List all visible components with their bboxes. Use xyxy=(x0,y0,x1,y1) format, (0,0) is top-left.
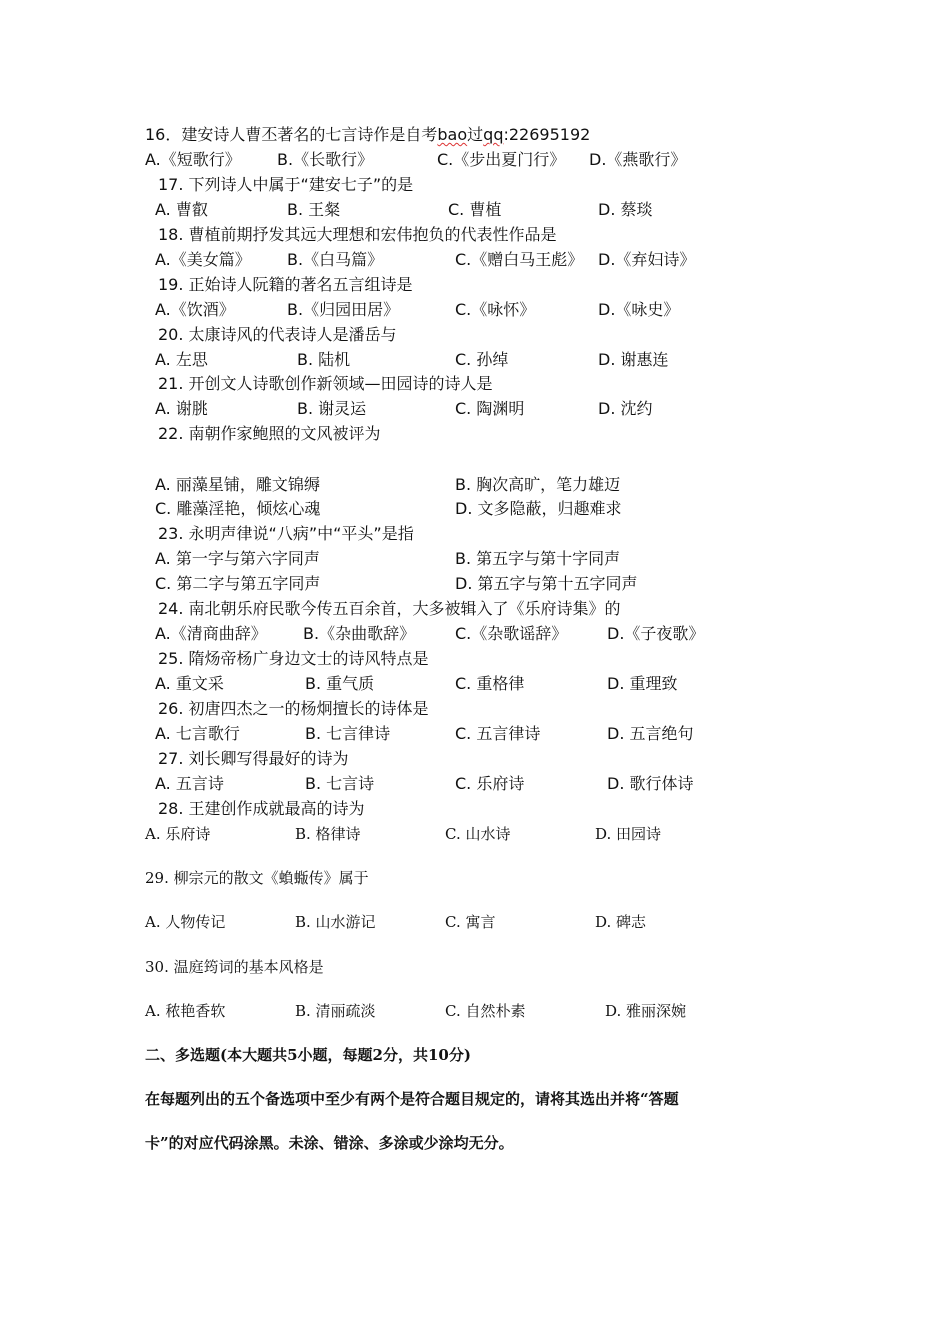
option-a: A. 秾艳香软 xyxy=(145,1002,226,1020)
question-19: 19. 正始诗人阮籍的著名五言组诗是 xyxy=(158,275,413,294)
option-c: C.《赠白马王彪》 xyxy=(455,250,584,269)
option-a: A. 第一字与第六字同声 xyxy=(155,549,320,568)
options-21 xyxy=(155,399,855,419)
options-29 xyxy=(145,912,845,932)
option-c: C.《咏怀》 xyxy=(455,300,536,319)
question-28: 28. 王建创作成就最高的诗为 xyxy=(158,799,365,818)
option-b: B. 王粲 xyxy=(287,200,341,219)
option-a: A. 丽藻星铺，雕文锦缛 xyxy=(155,475,320,494)
option-d: D. 沈约 xyxy=(598,399,653,418)
spell-flag: bao xyxy=(437,125,468,144)
option-c: C. 孙绰 xyxy=(455,350,509,369)
option-c: C. 山水诗 xyxy=(445,825,511,843)
option-a: A. 七言歌行 xyxy=(155,724,240,743)
option-b: B.《杂曲歌辞》 xyxy=(303,624,416,643)
option-a: A.《饮酒》 xyxy=(155,300,235,319)
option-d: D. 歌行体诗 xyxy=(607,774,694,793)
option-a: A. 左思 xyxy=(155,350,208,369)
question-26: 26. 初唐四杰之一的杨炯擅长的诗体是 xyxy=(158,699,429,718)
option-c: C. 乐府诗 xyxy=(455,774,525,793)
option-c: C. 陶渊明 xyxy=(455,399,525,418)
option-d: D. 文多隐蔽，归趣难求 xyxy=(455,499,622,518)
options-30 xyxy=(145,1001,845,1021)
option-d: D. 田园诗 xyxy=(595,825,662,843)
option-d: D. 重理致 xyxy=(607,674,678,693)
option-a: A. 乐府诗 xyxy=(145,825,211,843)
option-a: A. 谢朓 xyxy=(155,399,208,418)
question-29: 29. 柳宗元的散文《蝜蝂传》属于 xyxy=(145,869,369,887)
option-b: B. 谢灵运 xyxy=(297,399,367,418)
question-24: 24. 南北朝乐府民歌今传五百余首，大多被辑入了《乐府诗集》的 xyxy=(158,599,621,618)
option-c: C. 寓言 xyxy=(445,913,496,931)
option-b: B. 山水游记 xyxy=(295,913,376,931)
option-d: D.《燕歌行》 xyxy=(589,150,687,169)
option-b: B. 重气质 xyxy=(305,674,375,693)
options-22-row2 xyxy=(155,499,855,519)
options-16 xyxy=(145,150,845,170)
question-17: 17. 下列诗人中属于“建安七子”的是 xyxy=(158,175,414,194)
option-c: C. 自然朴素 xyxy=(445,1002,526,1020)
option-a: A. 人物传记 xyxy=(145,913,226,931)
options-23-row2 xyxy=(155,574,855,594)
option-b: B. 胸次高旷，笔力雄迈 xyxy=(455,475,621,494)
option-b: B. 陆机 xyxy=(297,350,351,369)
option-d: D.《弃妇诗》 xyxy=(598,250,696,269)
question-22: 22. 南朝作家鲍照的文风被评为 xyxy=(158,424,381,443)
question-16 xyxy=(145,125,590,145)
question-25: 25. 隋炀帝杨广身边文士的诗风特点是 xyxy=(158,649,429,668)
option-a: A. 五言诗 xyxy=(155,774,224,793)
option-a: A.《短歌行》 xyxy=(145,150,241,169)
question-21: 21. 开创文人诗歌创作新领域—田园诗的诗人是 xyxy=(158,374,493,393)
section-instruction-line-1: 在每题列出的五个备选项中至少有两个是符合题目规定的，请将其选出并将“答题 xyxy=(145,1090,679,1108)
option-b: B.《归园田居》 xyxy=(287,300,400,319)
option-a: A.《清商曲辞》 xyxy=(155,624,267,643)
option-a: A. 重文采 xyxy=(155,674,224,693)
options-18 xyxy=(155,250,855,270)
options-25 xyxy=(155,674,855,694)
option-b: B. 第五字与第十字同声 xyxy=(455,549,621,568)
option-d: D. 碑志 xyxy=(595,913,647,931)
question-text-tail: :22695192 xyxy=(503,125,591,144)
option-d: D. 第五字与第十五字同声 xyxy=(455,574,638,593)
options-20 xyxy=(155,350,855,370)
question-20: 20. 太康诗风的代表诗人是潘岳与 xyxy=(158,325,397,344)
option-b: B.《长歌行》 xyxy=(277,150,374,169)
option-b: B. 清丽疏淡 xyxy=(295,1002,376,1020)
option-c: C. 曹植 xyxy=(448,200,502,219)
options-27 xyxy=(155,774,855,794)
question-27: 27. 刘长卿写得最好的诗为 xyxy=(158,749,349,768)
option-d: D. 雅丽深婉 xyxy=(605,1002,687,1020)
section-title: 二、多选题(本大题共5小题，每题2分，共10分) xyxy=(145,1046,471,1064)
option-b: B.《白马篇》 xyxy=(287,250,384,269)
options-19 xyxy=(155,300,855,320)
options-28 xyxy=(145,824,845,844)
question-number: 16． xyxy=(145,125,182,144)
options-24 xyxy=(155,624,855,644)
option-d: D.《咏史》 xyxy=(598,300,680,319)
option-c: C.《杂歌谣辞》 xyxy=(455,624,568,643)
option-a: A.《美女篇》 xyxy=(155,250,251,269)
option-c: C. 重格律 xyxy=(455,674,525,693)
options-23-row1 xyxy=(155,549,855,569)
option-d: D. 五言绝句 xyxy=(607,724,694,743)
option-b: B. 七言诗 xyxy=(305,774,375,793)
option-c: C. 雕藻淫艳，倾炫心魂 xyxy=(155,499,321,518)
question-18: 18. 曹植前期抒发其远大理想和宏伟抱负的代表性作品是 xyxy=(158,225,557,244)
option-b: B. 七言律诗 xyxy=(305,724,391,743)
option-c: C. 五言律诗 xyxy=(455,724,541,743)
options-26 xyxy=(155,724,855,744)
option-a: A. 曹叡 xyxy=(155,200,208,219)
option-d: D.《子夜歌》 xyxy=(607,624,705,643)
section-instruction-line-2: 卡”的对应代码涂黑。未涂、错涂、多涂或少涂均无分。 xyxy=(145,1134,514,1152)
spell-flag: qq xyxy=(483,125,504,144)
option-c: C. 第二字与第五字同声 xyxy=(155,574,321,593)
question-30: 30. 温庭筠词的基本风格是 xyxy=(145,958,324,976)
option-d: D. 蔡琰 xyxy=(598,200,653,219)
option-d: D. 谢惠连 xyxy=(598,350,669,369)
options-17 xyxy=(155,200,855,220)
option-c: C.《步出夏门行》 xyxy=(437,150,566,169)
question-23: 23. 永明声律说“八病”中“平头”是指 xyxy=(158,524,414,543)
options-22-row1 xyxy=(155,475,855,495)
question-text: 建安诗人曹丕著名的七言诗作是自考 xyxy=(181,125,438,144)
question-text-part: 过 xyxy=(467,125,484,144)
option-b: B. 格律诗 xyxy=(295,825,361,843)
